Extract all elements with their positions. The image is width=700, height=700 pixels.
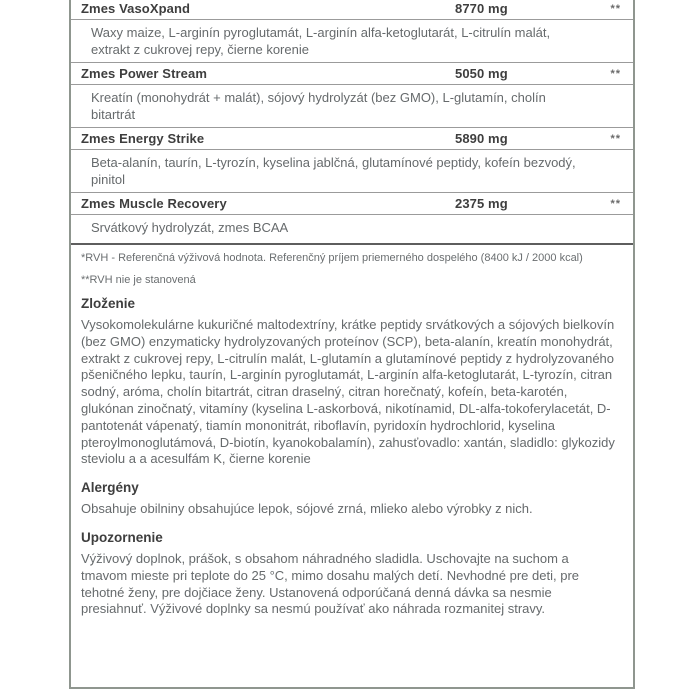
- label-frame: [69, 0, 635, 689]
- blend-name: Zmes Muscle Recovery: [81, 196, 227, 211]
- blend-name: Zmes Power Stream: [81, 66, 207, 81]
- blend-row-header: [71, 128, 633, 150]
- blend-note-asterisks: **: [610, 197, 621, 210]
- footnotes: [81, 251, 615, 287]
- blend-note-asterisks: **: [610, 67, 621, 80]
- blend-ingredients: Srvátkový hydrolyzát, zmes BCAA: [71, 215, 633, 245]
- section-body-zlozenie: Vysokomolekulárne kukuričné maltodextríny, krátke peptidy srvátkových a sójových bielkovín (bez GMO) enzymaticky hydrolyzovaných proteínov (SCP), beta-alanín, kreatín monohydrát, extrakt z cukrovej repy, L-citrulín malát, L-glutamín a glutamínové peptidy z hydrolyzovaného pšeničného lepku, taurín, L-arginín pyroglutamát, L-arginín alfa-ketoglutarát, L-tyrozín, citran sodný, aróma, cholín bitartrát, citran draselný, citran horečnatý, kofeín, beta-karotén, glukónan zinočnatý, vitamíny (kyselina L-askorbová, nikotínamid, DL-alfa-tokoferylacetát, D-pantotenát vápenatý, tiamín mononitrát, riboflavín, pyridoxín hydrochlorid, kyselina pteroylmonoglutámová, D-biotín, kyanokobalamín), zahusťovadlo: xantán, sladidlo: glykozidy steviolu a a acesulfám K, čierne korenie: [81, 317, 615, 467]
- blend-note-asterisks: **: [610, 2, 621, 15]
- footnote-rvh-not-set: **RVH nie je stanovená: [81, 274, 196, 286]
- blend-amount: 2375 mg: [455, 196, 508, 211]
- section-heading-upozornenie: Upozornenie: [81, 529, 163, 545]
- blend-row-header: [71, 63, 633, 85]
- blend-name: Zmes Energy Strike: [81, 131, 205, 146]
- blend-amount: 5050 mg: [455, 66, 508, 81]
- footnote-rvh-definition: *RVH - Referenčná výživová hodnota. Referenčný príjem priemerného dospelého (8400 kJ / 2000 kcal): [81, 252, 583, 264]
- blend-row-header: [71, 193, 633, 215]
- blend-amount: 8770 mg: [455, 1, 508, 16]
- blend-amount: 5890 mg: [455, 131, 508, 146]
- section-heading-zlozenie: Zloženie: [81, 296, 136, 311]
- blend-note-asterisks: **: [610, 132, 621, 145]
- blend-ingredients: Waxy maize, L-arginín pyroglutamát, L-arginín alfa-ketoglutarát, L-citrulín malát, extrakt z cukrovej repy, čierne korenie: [71, 20, 633, 63]
- blend-ingredients: Kreatín (monohydrát + malát), sójový hydrolyzát (bez GMO), L-glutamín, cholín bitartrát: [71, 85, 633, 128]
- section-body-alergeny: Obsahuje obilniny obsahujúce lepok, sójové zrná, mlieko alebo výrobky z nich.: [81, 501, 533, 517]
- section-heading-alergeny: Alergény: [81, 480, 139, 496]
- blend-row-header: [71, 0, 633, 20]
- blend-ingredients: Beta-alanín, taurín, L-tyrozín, kyselina jablčná, glutamínové peptidy, kofeín bezvodý, pinitol: [71, 150, 633, 193]
- blend-table: [71, 0, 633, 245]
- section-body-upozornenie: Výživový doplnok, prášok, s obsahom náhradného sladidla. Uschovajte na suchom a tmavom mieste pri teplote do 25 °C, mimo dosahu malých detí. Nevhodné pre deti, pre tehotné ženy, pre dojčiace ženy. Ustanovená odporúčaná denná dávka sa nesmie presiahnuť. Výživové doplnky sa nesmú používať ako náhrada rozmanitej stravy.: [81, 550, 579, 617]
- blend-name: Zmes VasoXpand: [81, 1, 191, 16]
